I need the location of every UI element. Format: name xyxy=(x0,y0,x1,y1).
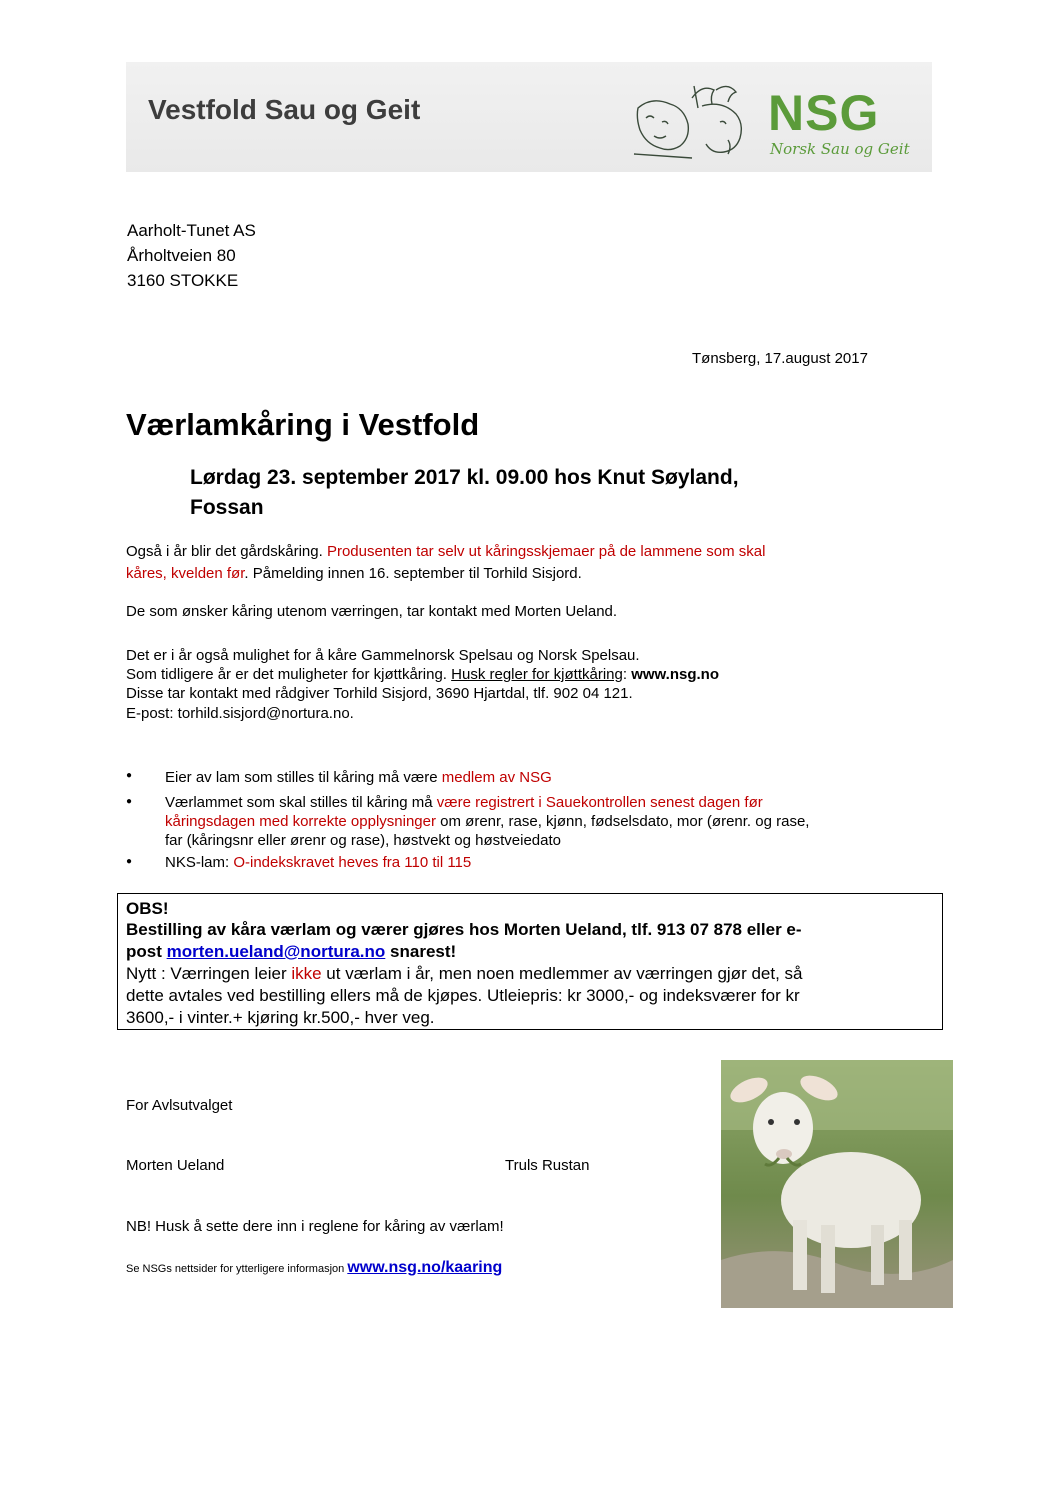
page-title: Værlamkåring i Vestfold xyxy=(126,407,480,442)
bullet-1-text: Eier av lam som stilles til kåring må være xyxy=(165,769,442,786)
intro-paragraph-3-line-2 xyxy=(126,665,719,685)
obs-news-line-3: 3600,- i vinter.+ kjøring kr.500,- hver veg. xyxy=(126,1008,435,1027)
bullet-3-highlight: O-indekskravet heves fra 110 til 115 xyxy=(233,854,472,871)
address-line-3: 3160 STOKKE xyxy=(127,271,239,290)
lamb-image-icon xyxy=(721,1060,953,1308)
meat-grading-rules-link[interactable]: Husk regler for kjøttkåring xyxy=(451,666,623,683)
bullet-1-highlight: medlem av NSG xyxy=(441,769,552,786)
address-line-2: Årholtveien 80 xyxy=(127,246,236,265)
bullet-2-line-1 xyxy=(165,793,763,813)
bullet-2-highlight-2: kåringsdagen med korrekte opplysninger xyxy=(165,813,436,830)
intro-paragraph-1-line-1 xyxy=(126,542,765,562)
intro-paragraph-1-line-2 xyxy=(126,564,582,584)
obs-news-text: Nytt : Værringen leier xyxy=(126,964,292,983)
obs-news-highlight: ikke xyxy=(291,964,322,983)
intro-highlight-2: kåres, kvelden før xyxy=(126,565,245,582)
nsg-logo-text: NSG xyxy=(768,85,880,141)
nsg-logo-subtitle: Norsk Sau og Geit xyxy=(770,140,910,158)
intro-paragraph-3-line-1: Det er i år også mulighet for å kåre Gammelnorsk Spelsau og Norsk Spelsau. xyxy=(126,647,640,664)
kaaring-link[interactable]: www.nsg.no/kaaring xyxy=(347,1259,503,1276)
address-line-1: Aarholt-Tunet AS xyxy=(127,221,256,240)
bullet-2-line-3: far (kåringsnr eller ørenr og rase), høstvekt og høstveiedato xyxy=(165,832,561,849)
intro-text: Også i år blir det gårdskåring. xyxy=(126,543,327,560)
more-info-text: Se NSGs nettsider for ytterligere informasjon xyxy=(126,1263,348,1275)
event-line-1: Lørdag 23. september 2017 kl. 09.00 hos Knut Søyland, xyxy=(190,466,739,489)
bullet-icon: ● xyxy=(126,796,133,807)
intro-text-2: . Påmelding innen 16. september til Torhild Sisjord. xyxy=(244,565,582,582)
obs-heading: OBS! xyxy=(126,899,169,918)
bullet-2-highlight: være registrert i Sauekontrollen senest dagen før xyxy=(436,794,763,811)
colon: : xyxy=(622,666,632,683)
obs-news-line-2: dette avtales ved bestilling ellers må de kjøpes. Utleiepris: kr 3000,- og indeksværer for kr xyxy=(126,986,800,1005)
reminder-note: NB! Husk å sette dere inn i reglene for kåring av værlam! xyxy=(126,1218,504,1235)
bullet-1 xyxy=(165,768,552,788)
header-banner xyxy=(126,62,932,172)
letter-date: Tønsberg, 17.august 2017 xyxy=(692,350,868,367)
email-link[interactable]: morten.ueland@nortura.no xyxy=(166,942,386,961)
signoff-for: For Avlsutvalget xyxy=(126,1097,233,1114)
intro-paragraph-3-line-3: Disse tar kontakt med rådgiver Torhild Sisjord, 3690 Hjartdal, tlf. 902 04 121. xyxy=(126,685,633,702)
obs-news-text-2: ut værlam i år, men noen medlemmer av værringen gjør det, så xyxy=(321,964,803,983)
bullet-icon: ● xyxy=(126,856,133,867)
obs-post: post xyxy=(126,942,167,961)
obs-order-line-2 xyxy=(126,941,456,963)
intro-highlight: Produsenten tar selv ut kåringsskjemaer på de lammene som skal xyxy=(326,543,766,560)
intro-paragraph-3-line-4: E-post: torhild.sisjord@nortura.no. xyxy=(126,705,354,722)
bullet-icon: ● xyxy=(126,770,133,781)
banner-title: Vestfold Sau og Geit xyxy=(148,94,421,125)
event-line-2: Fossan xyxy=(190,496,264,519)
obs-notice-box xyxy=(117,893,943,1030)
sheep-goat-logo-icon xyxy=(632,78,762,162)
obs-order-line-1: Bestilling av kåra værlam og værer gjøres hos Morten Ueland, tlf. 913 07 878 eller e- xyxy=(126,920,802,939)
bullet-3 xyxy=(165,853,471,873)
meat-grading-text: Som tidligere år er det muligheter for kjøttkåring. xyxy=(126,666,452,683)
nsg-logo xyxy=(632,74,922,166)
signoff-name-1: Morten Ueland xyxy=(126,1157,225,1174)
nsg-website[interactable]: www.nsg.no xyxy=(631,666,719,683)
bullet-2-text: Værlammet som skal stilles til kåring må xyxy=(165,794,437,811)
signoff-name-2: Truls Rustan xyxy=(505,1157,590,1174)
bullet-2-text-2: om ørenr, rase, kjønn, fødselsdato, mor (ørenr. og rase, xyxy=(436,813,810,830)
intro-paragraph-2: De som ønsker kåring utenom værringen, tar kontakt med Morten Ueland. xyxy=(126,603,618,620)
obs-soonest: snarest! xyxy=(385,942,457,961)
more-info-line xyxy=(126,1259,502,1277)
lamb-photo xyxy=(721,1060,953,1308)
obs-news-line-1 xyxy=(126,963,802,985)
bullet-2-line-2 xyxy=(165,812,809,832)
bullet-3-text: NKS-lam: xyxy=(165,854,234,871)
